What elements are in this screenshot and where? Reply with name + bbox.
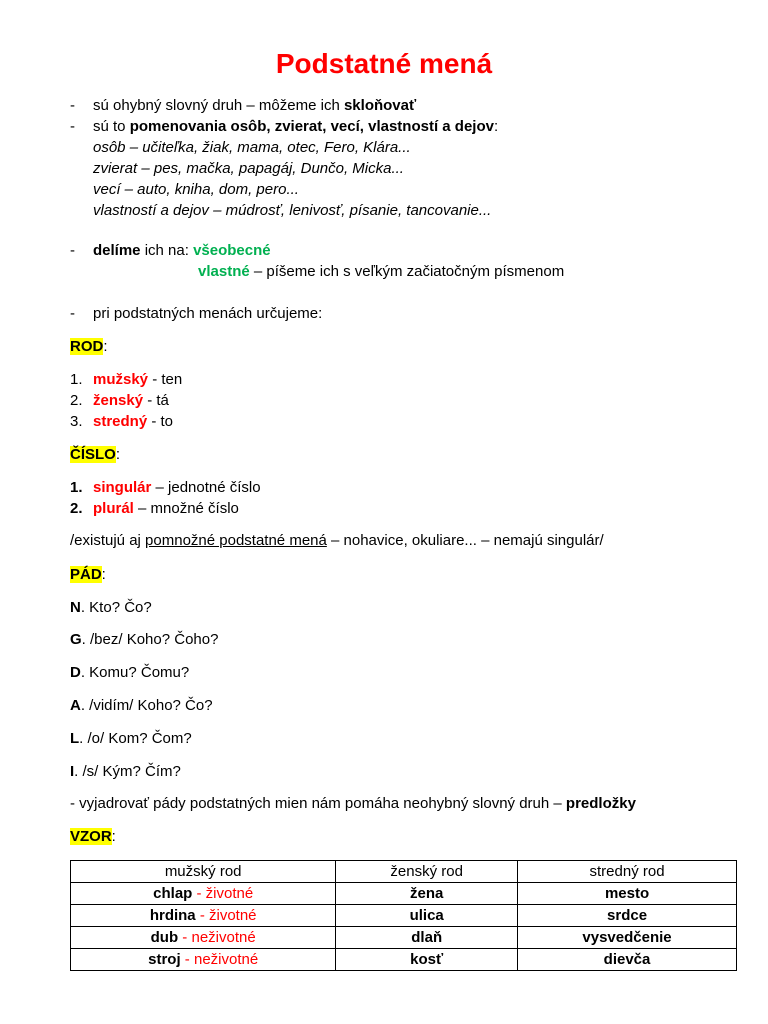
note-text: – nohavice, okuliare... – nemajú singulár/: [326, 532, 604, 549]
item-rest: – množné číslo: [133, 500, 239, 517]
proper-nouns: vlastné: [198, 263, 250, 280]
table-cell: [71, 949, 336, 971]
heading-colon: :: [111, 828, 116, 845]
example-qualities: vlastností a dejov – múdrosť, lenivosť, písanie, tancovanie...: [93, 202, 492, 219]
bullet-naming: [93, 116, 498, 137]
cislo-label: ČÍSLO: [70, 446, 116, 463]
table-cell: vysvedčenie: [518, 927, 737, 949]
case-question: . /s/ Kým? Čím?: [74, 763, 181, 780]
pad-label: PÁD: [70, 566, 102, 583]
animacy-tag: - neživotné: [178, 929, 256, 946]
example-persons: osôb – učiteľka, žiak, mama, otec, Fero, Klára...: [93, 139, 411, 156]
item-rest: - tá: [143, 392, 169, 409]
bullet-bold: skloňovať: [343, 97, 417, 114]
page-title: Podstatné mená: [275, 48, 493, 79]
rod-label: ROD: [70, 338, 104, 355]
item-name: plurál: [93, 500, 134, 517]
case-instrumental: [70, 761, 748, 782]
table-cell: kosť: [336, 949, 518, 971]
bullet-text: sú ohybný slovný druh – môžeme ich: [93, 97, 344, 114]
item-name: singulár: [93, 479, 152, 496]
table-row: [71, 905, 737, 927]
case-question: . Komu? Čomu?: [80, 664, 190, 681]
pattern-word: chlap: [153, 885, 193, 902]
example-things: vecí – auto, kniha, dom, pero...: [93, 181, 299, 198]
case-dative: [70, 662, 748, 683]
case-accusative: [70, 695, 748, 716]
table-header-row: [71, 861, 737, 883]
case-letter: L: [70, 730, 80, 747]
table-cell: ulica: [336, 905, 518, 927]
proper-nouns-line: [198, 261, 564, 282]
list-item: [70, 390, 748, 411]
bullet-colon: :: [493, 118, 499, 135]
list-item: [70, 369, 748, 390]
bullet-inflectable: [93, 95, 416, 116]
bullet-dash: -: [70, 97, 75, 114]
proper-note: – píšeme ich s veľkým začiatočným písmenom: [249, 263, 565, 280]
item-number: 1.: [70, 479, 83, 496]
note-text: /existujú aj: [70, 532, 146, 549]
case-letter: I: [70, 763, 75, 780]
animacy-tag: - životné: [192, 885, 254, 902]
table-cell: [71, 927, 336, 949]
item-name: mužský: [93, 371, 149, 388]
item-rest: - ten: [148, 371, 183, 388]
determine-line: pri podstatných menách určujeme:: [93, 305, 323, 322]
case-question: . Kto? Čo?: [80, 599, 152, 616]
vzor-label: VZOR: [70, 828, 112, 845]
cislo-list: [70, 477, 748, 519]
plurale-tantum-note: [70, 530, 748, 551]
bullet-dash: -: [70, 242, 75, 259]
item-name: stredný: [93, 413, 148, 430]
table-cell: dievča: [518, 949, 737, 971]
item-number: 3.: [70, 413, 83, 430]
table-cell: dlaň: [336, 927, 518, 949]
case-letter: A: [70, 697, 81, 714]
heading-colon: :: [115, 446, 121, 463]
column-header: stredný rod: [518, 861, 737, 883]
pattern-word: stroj: [148, 951, 181, 968]
bullet-dash: -: [70, 305, 75, 322]
list-item: [70, 498, 748, 519]
cislo-heading: [70, 444, 748, 465]
heading-colon: :: [101, 566, 106, 583]
animacy-tag: - neživotné: [180, 951, 259, 968]
division-text: ich na:: [140, 242, 194, 259]
case-genitive: [70, 629, 748, 650]
rod-heading: [70, 336, 748, 357]
column-header: mužský rod: [71, 861, 336, 883]
prepositions-note: [70, 793, 748, 814]
bullet-bold: pomenovania osôb, zvierat, vecí, vlastností a dejov: [129, 118, 494, 135]
pattern-word: dub: [150, 929, 179, 946]
case-question: . /vidím/ Koho? Čo?: [80, 697, 213, 714]
table-row: [71, 883, 737, 905]
item-rest: – jednotné číslo: [151, 479, 261, 496]
item-number: 2.: [70, 392, 83, 409]
example-animals: zvierat – pes, mačka, papagáj, Dunčo, Micka...: [93, 160, 404, 177]
pad-heading: [70, 564, 748, 585]
case-question: . /bez/ Koho? Čoho?: [81, 631, 219, 648]
item-number: 2.: [70, 500, 83, 517]
item-rest: - to: [147, 413, 174, 430]
table-cell: mesto: [518, 883, 737, 905]
note-text: - vyjadrovať pády podstatných mien nám pomáha neohybný slovný druh –: [70, 795, 566, 812]
vzor-heading: [70, 826, 748, 847]
table-row: [71, 927, 737, 949]
rod-list: [70, 369, 748, 432]
note-bold: predložky: [565, 795, 636, 812]
case-nominative: [70, 597, 748, 618]
case-locative: [70, 728, 748, 749]
table-row: [71, 949, 737, 971]
animacy-tag: - životné: [195, 907, 257, 924]
pattern-word: hrdina: [149, 907, 196, 924]
bullet-dash: -: [70, 118, 75, 135]
case-letter: D: [70, 664, 81, 681]
list-item: [70, 477, 748, 498]
declension-patterns-table: [70, 860, 737, 971]
item-number: 1.: [70, 371, 83, 388]
item-name: ženský: [93, 392, 144, 409]
case-question: . /o/ Kom? Čom?: [79, 730, 192, 747]
case-letter: N: [70, 599, 81, 616]
bullet-text: sú to: [93, 118, 130, 135]
table-cell: žena: [336, 883, 518, 905]
column-header: ženský rod: [336, 861, 518, 883]
division-line: [93, 240, 271, 261]
table-cell: [71, 883, 336, 905]
case-letter: G: [70, 631, 82, 648]
table-cell: [71, 905, 336, 927]
division-bold: delíme: [93, 242, 141, 259]
list-item: [70, 411, 748, 432]
general-nouns: všeobecné: [193, 242, 271, 259]
table-cell: srdce: [518, 905, 737, 927]
heading-colon: :: [103, 338, 108, 355]
note-underlined: pomnožné podstatné mená: [145, 532, 327, 549]
